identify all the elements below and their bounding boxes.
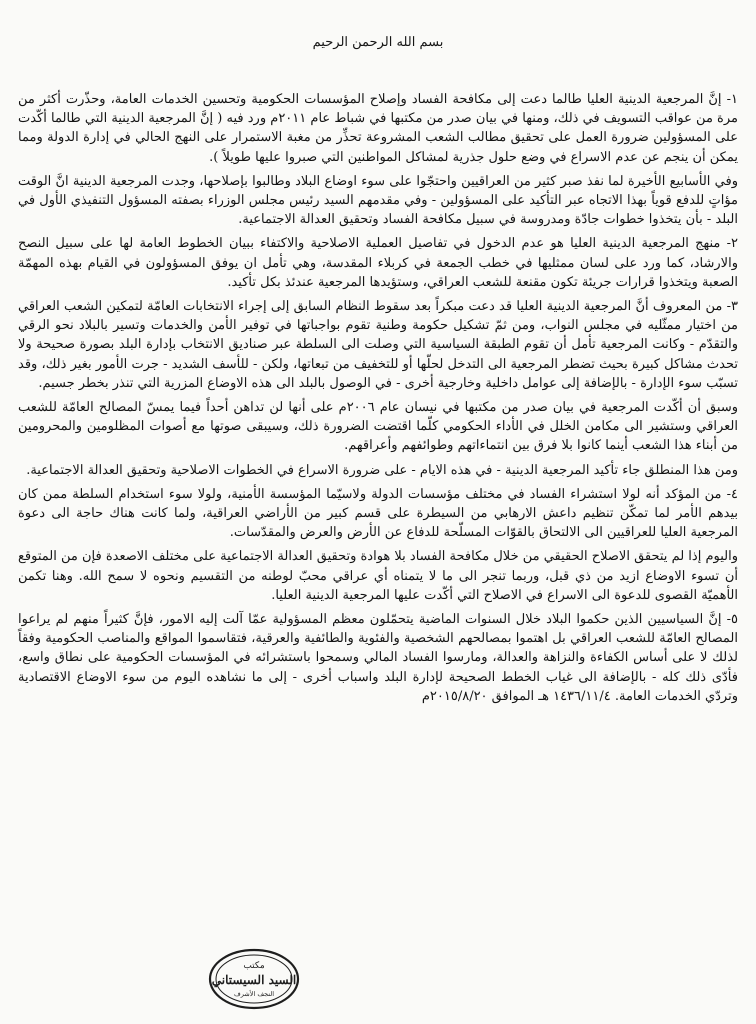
office-seal-stamp: [208, 948, 300, 1010]
paragraph-4: ٤- من المؤكد أنه لولا استشراء الفساد في مختلف مؤسسات الدولة ولاسيّما المؤسسة الأمنية، ولولا سوء استخدام السلطة ممن كان بيدهم الأمر لما تمكّن تنظيم داعش الارهابي من السيطرة على قسم كبير من الأراضي العراقية، ولما كانت هناك حاجة الى دعوة المرجعية العليا للعراقيين الى الالتحاق بالقوّات المسلّحة للدفاع عن الأرض والعرض والمقدّسات.: [18, 486, 738, 541]
paragraph-3: ٣- من المعروف أنَّ المرجعية الدينية العليا قد دعت مبكراً بعد سقوط النظام السابق إلى إجراء الانتخابات العامّة لتمكين الشعب العراقي من اختيار ممثّليه في مجلس النواب، ومن ثمّ تشكيل حكومة وطنية تقوم بواجباتها في توفير الأمن والخدمات وتسير بالبلاد نحو الرقي والتقدّم - وكانت المرجعية تأمل أن تقوم الطبقة السياسية التي وصلت الى السلطة عبر صناديق الانتخاب بإدارة البلد بصورة صحيحة ولا تحدث مشاكل كبيرة بحيث تضطر المرجعية الى التدخل لحلّها أو للتخفيف من تبعاتها، ولكن - للأسف الشديد - جرت الأمور بغير ذلك، وقد تسبّب سوء الإدارة - بالإضافة إلى عوامل داخلية وخارجية أخرى - في الوصول بالبلد الى هذه الاوضاع المزرية التي تنذر بخطر جسيم.: [18, 299, 738, 391]
paragraph-3-conclusion: ومن هذا المنطلق جاء تأكيد المرجعية الدينية - في هذه الايام - على ضرورة الاسراع في الخطوات الاصلاحية وتحقيق العدالة الاجتماعية.: [26, 462, 738, 478]
seal-top-text: مكتب: [243, 961, 265, 971]
seal-main-text: السيد السيستاني: [211, 973, 297, 987]
paragraph-2: ٢- منهج المرجعية الدينية العليا هو عدم الدخول في تفاصيل العملية الاصلاحية والاكتفاء ببيان الخطوط العامة لها على سبيل النصح والارشاد، كما ورد على لسان ممثليها في خطب الجمعة في كربلاء المقدسة، وهي تأمل ان يوفق المسؤولون في القيام بهذه المهمّة الصعبة ويتخذوا قرارات جريئة تكون مقنعة للشعب العراقي، وستؤيدها المرجعية عندئذ بكل تأكيد.: [18, 236, 738, 290]
statement-body: [18, 90, 738, 706]
paragraph-3-continued: وسبق أن أكّدت المرجعية في بيان صدر من مكتبها في نيسان عام ٢٠٠٦م على أنها لن تداهن أحداً فيما يمسّ المصالح العامّة للشعب العراقي وستشير الى مكامن الخلل في الأداء الحكومي كلّما اقتضت الضرورة ذلك، وسيبقى صوتها مع أصوات المظلومين والمحرومين من أبناء هذا الشعب أينما كانوا بلا فرق بين انتماءاتهم وطوائفهم وأعراقهم.: [18, 400, 738, 454]
seal-bottom-text: النجف الأشرف: [233, 990, 275, 998]
paragraph-5: ٥- إنَّ السياسيين الذين حكموا البلاد خلال السنوات الماضية يتحمّلون معظم المسؤولية عمّا آلت إليه الامور، فإنَّ كثيراً منهم لم يراعوا المصالح العامّة للشعب العراقي بل اهتموا بمصالحهم الشخصية والفئوية والطائفية والعرقية، فتقاسموا المواقع والمناصب الحكومية وفقاً لذلك لا على أساس الكفاءة والنزاهة والعدالة، ومارسوا الفساد المالي وسمحوا باستشرائه في المؤسسات الحكومية على نطاق واسع، فأدّى ذلك كله - بالإضافة الى غياب الخطط الصحيحة لإدارة البلد واسباب أخرى - إلى ما نشاهده اليوم من سوء الاوضاع الاقتصادية وتردّي الخدمات العامة. ١٤٣٦/١١/٤ هـ الموافق ٢٠١٥/٨/٢٠م: [18, 612, 738, 704]
paragraph-4-continued: واليوم إذا لم يتحقق الاصلاح الحقيقي من خلال مكافحة الفساد بلا هوادة وتحقيق العدالة الاجتماعية على مختلف الاصعدة فإن من المتوقع أن تسوء الاوضاع ازيد من ذي قبل، وربما تنجر الى ما لا يتمناه أي عراقي محبّ لوطنه من التقسيم ونحوه لا سمح الله. وهنا تكمن الأهميّة القصوى للدعوة الى الاسراع في الاصلاح التي أكّدت عليها المرجعية الدينية العليا.: [18, 549, 738, 603]
paragraph-1-continued: وفي الأسابيع الأخيرة لما نفذ صبر كثير من العراقيين واحتجّوا على سوء اوضاع البلاد وطالبوا بإصلاحها، وجدت المرجعية الدينية انَّ الوقت مؤاتٍ للدفع قوياً بهذا الاتجاه عبر التأكيد على المسؤولين - وفي مقدمهم السيد رئيس مجلس الوزراء بصفته المسؤول التنفيذي الأول في البلد - بأن يتخذوا خطوات جادّة ومدروسة في سبيل مكافحة الفساد وتحقيق العدالة الاجتماعية.: [18, 173, 738, 228]
paragraph-1: ١- إنَّ المرجعية الدينية العليا طالما دعت إلى مكافحة الفساد وإصلاح المؤسسات الحكومية وتحسين الخدمات العامة، وحذّرت أكثر من مرة من عواقب التسويف في ذلك، ومنها في بيان صدر من مكتبها في شباط عام ٢٠١١م ورد فيه ( إنَّ المرجعية الدينية التي طالما أكّدت على المسؤولين ضرورة العمل على تحقيق مطالب الشعب المشروعة تحذِّر من مغبة الاستمرار على النهج الحالي في إدارة الدولة ومما يمكن أن ينجم عن عدم الاسراع في وضع حلول جذرية لمشاكل المواطنين التي صبروا عليها طويلاً ).: [18, 92, 739, 165]
basmala-heading: بسم الله الرحمن الرحيم: [312, 35, 444, 50]
